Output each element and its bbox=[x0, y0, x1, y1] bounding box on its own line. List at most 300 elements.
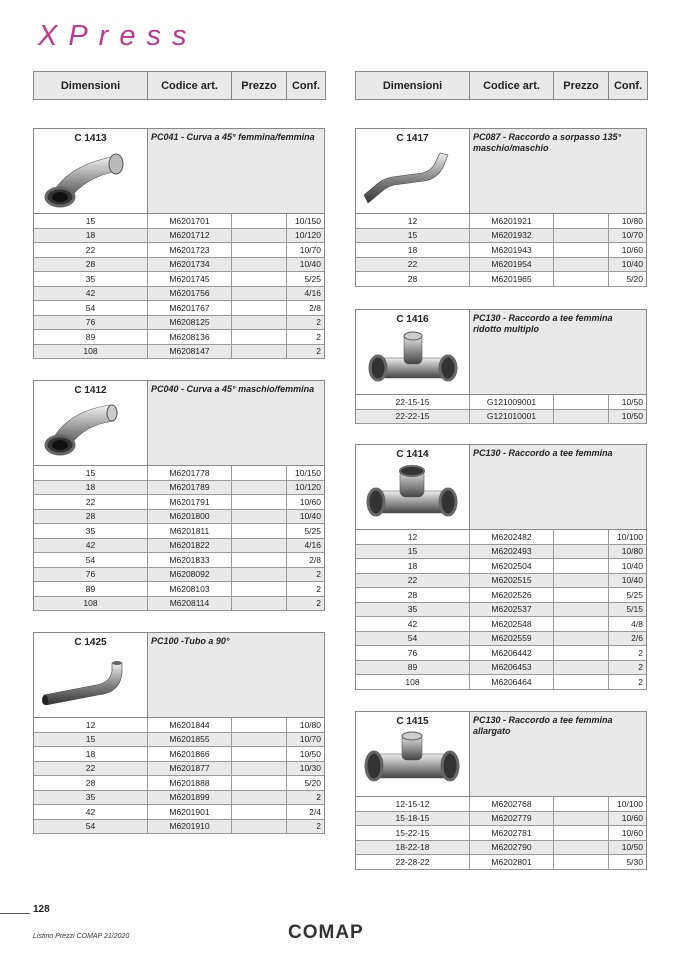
conf-cell: 10/150 bbox=[295, 215, 321, 226]
article-code-cell: M6202548 bbox=[470, 617, 554, 631]
product-desc: PC040 - Curva a 45° maschio/femmina bbox=[148, 381, 324, 465]
table-row bbox=[356, 530, 646, 545]
conf-cell: 2 bbox=[316, 583, 321, 594]
dimension-cell: 28 bbox=[34, 510, 148, 524]
conf-cell: 10/120 bbox=[295, 230, 321, 241]
table-row bbox=[34, 316, 324, 331]
article-code-cell: M6201954 bbox=[470, 258, 554, 272]
elbow-45-ff-icon bbox=[40, 147, 140, 211]
price-cell bbox=[554, 545, 609, 559]
tee-female-icon bbox=[362, 463, 462, 527]
price-cell bbox=[554, 574, 609, 588]
table-row bbox=[356, 395, 646, 410]
article-code-cell: M6201767 bbox=[148, 301, 232, 315]
article-code-cell: M6202768 bbox=[470, 797, 554, 811]
article-code-cell: M6202493 bbox=[470, 545, 554, 559]
table-row bbox=[34, 568, 324, 583]
dimension-cell: 18 bbox=[34, 481, 148, 495]
product-block-c1413 bbox=[33, 128, 325, 359]
product-block-c1414 bbox=[355, 444, 647, 690]
article-code-cell: M6201791 bbox=[148, 495, 232, 509]
table-row bbox=[356, 826, 646, 841]
header-conf: Conf. bbox=[613, 79, 643, 92]
article-code-cell: M6201822 bbox=[148, 539, 232, 553]
price-cell bbox=[554, 530, 609, 544]
table-row bbox=[356, 617, 646, 632]
dimension-cell: 18 bbox=[34, 229, 148, 243]
article-code-cell: M6206442 bbox=[470, 646, 554, 660]
dimension-cell: 12 bbox=[356, 214, 470, 228]
product-desc: PC130 - Raccordo a tee femmina allargato bbox=[470, 712, 646, 796]
tee-enlarged-icon bbox=[362, 730, 462, 794]
table-row bbox=[34, 214, 324, 229]
article-code-cell: G121009001 bbox=[470, 395, 554, 409]
conf-cell: 10/60 bbox=[621, 827, 643, 838]
table-row bbox=[356, 272, 646, 287]
table-row bbox=[34, 272, 324, 287]
table-row bbox=[34, 791, 324, 806]
table-row bbox=[34, 524, 324, 539]
conf-cell: 10/40 bbox=[299, 259, 321, 270]
article-code-cell: M6202504 bbox=[470, 559, 554, 573]
table-row bbox=[356, 258, 646, 273]
conf-cell: 2 bbox=[316, 821, 321, 832]
comap-logo: COMAP bbox=[288, 922, 364, 943]
table-row bbox=[356, 545, 646, 560]
price-cell bbox=[232, 243, 287, 257]
table-row bbox=[356, 632, 646, 647]
price-cell bbox=[232, 820, 287, 834]
dimension-cell: 54 bbox=[34, 820, 148, 834]
price-cell bbox=[232, 229, 287, 243]
dimension-cell: 28 bbox=[34, 258, 148, 272]
page-rule bbox=[0, 913, 30, 914]
article-code-cell: M6201866 bbox=[148, 747, 232, 761]
dimension-cell: 54 bbox=[34, 553, 148, 567]
price-cell bbox=[232, 568, 287, 582]
conf-cell: 5/20 bbox=[626, 273, 643, 284]
price-cell bbox=[232, 287, 287, 301]
table-row bbox=[34, 301, 324, 316]
conf-cell: 5/15 bbox=[626, 604, 643, 615]
article-code-cell: M6202779 bbox=[470, 812, 554, 826]
price-cell bbox=[554, 797, 609, 811]
table-row bbox=[34, 747, 324, 762]
price-cell bbox=[554, 646, 609, 660]
conf-cell: 10/70 bbox=[621, 230, 643, 241]
conf-cell: 10/100 bbox=[617, 798, 643, 809]
dimension-cell: 28 bbox=[356, 588, 470, 602]
article-code-cell: M6208092 bbox=[148, 568, 232, 582]
product-rows bbox=[355, 214, 647, 287]
article-code-cell: M6208114 bbox=[148, 597, 232, 611]
price-cell bbox=[232, 466, 287, 480]
price-cell bbox=[554, 272, 609, 286]
price-cell bbox=[232, 776, 287, 790]
article-code-cell: M6201932 bbox=[470, 229, 554, 243]
dimension-cell: 28 bbox=[356, 272, 470, 286]
article-code-cell: M6201965 bbox=[470, 272, 554, 286]
price-cell bbox=[554, 675, 609, 689]
price-cell bbox=[232, 345, 287, 359]
article-code-cell: M6201723 bbox=[148, 243, 232, 257]
dimension-cell: 15 bbox=[34, 214, 148, 228]
dimension-cell: 89 bbox=[356, 661, 470, 675]
conf-cell: 10/70 bbox=[299, 244, 321, 255]
table-row bbox=[356, 214, 646, 229]
price-cell bbox=[232, 330, 287, 344]
header-codice: Codice art. bbox=[470, 72, 554, 99]
product-code: C 1416 bbox=[396, 314, 429, 325]
article-code-cell: M6201778 bbox=[148, 466, 232, 480]
elbow-45-mf-icon bbox=[40, 399, 140, 463]
conf-cell: 4/16 bbox=[304, 288, 321, 299]
price-cell bbox=[554, 661, 609, 675]
product-desc: PC087 - Raccordo a sorpasso 135° maschio/maschio bbox=[470, 129, 646, 213]
dimension-cell: 18 bbox=[356, 559, 470, 573]
conf-cell: 10/40 bbox=[621, 259, 643, 270]
product-rows bbox=[33, 466, 325, 611]
dimension-cell: 42 bbox=[34, 805, 148, 819]
product-desc: PC100 -Tubo a 90° bbox=[148, 633, 324, 717]
article-code-cell: M6206453 bbox=[470, 661, 554, 675]
dimension-cell: 12-15-12 bbox=[356, 797, 470, 811]
price-cell bbox=[232, 597, 287, 611]
dimension-cell: 35 bbox=[34, 272, 148, 286]
dimension-cell: 22-28-22 bbox=[356, 855, 470, 869]
article-code-cell: M6202781 bbox=[470, 826, 554, 840]
product-rows bbox=[355, 530, 647, 690]
article-code-cell: M6208147 bbox=[148, 345, 232, 359]
header-codice: Codice art. bbox=[148, 72, 232, 99]
product-desc: PC130 - Raccordo a tee femmina ridotto multiplo bbox=[470, 310, 646, 394]
dimension-cell: 15 bbox=[356, 229, 470, 243]
dimension-cell: 76 bbox=[34, 568, 148, 582]
conf-cell: 10/30 bbox=[299, 763, 321, 774]
conf-cell: 10/60 bbox=[299, 496, 321, 507]
price-cell bbox=[554, 243, 609, 257]
conf-cell: 10/150 bbox=[295, 467, 321, 478]
article-code-cell: M6201899 bbox=[148, 791, 232, 805]
table-row bbox=[34, 597, 324, 612]
product-rows bbox=[33, 718, 325, 834]
price-cell bbox=[554, 603, 609, 617]
article-code-cell: M6208125 bbox=[148, 316, 232, 330]
table-header-left bbox=[33, 71, 326, 100]
footer-text: Listino Prezzi COMAP 21/2020 bbox=[33, 933, 130, 940]
conf-cell: 10/80 bbox=[621, 546, 643, 557]
price-cell bbox=[232, 762, 287, 776]
dimension-cell: 15-18-15 bbox=[356, 812, 470, 826]
table-row bbox=[34, 820, 324, 835]
product-block-c1412 bbox=[33, 380, 325, 611]
article-code-cell: M6202559 bbox=[470, 632, 554, 646]
dimension-cell: 15 bbox=[34, 466, 148, 480]
conf-cell: 2 bbox=[316, 346, 321, 357]
conf-cell: 4/8 bbox=[631, 618, 643, 629]
product-code: C 1425 bbox=[74, 637, 107, 648]
conf-cell: 10/40 bbox=[299, 511, 321, 522]
table-row bbox=[356, 588, 646, 603]
article-code-cell: M6206464 bbox=[470, 675, 554, 689]
price-cell bbox=[554, 632, 609, 646]
article-code-cell: M6201789 bbox=[148, 481, 232, 495]
conf-cell: 2/4 bbox=[309, 806, 321, 817]
price-cell bbox=[554, 258, 609, 272]
product-code: C 1412 bbox=[74, 385, 107, 396]
article-code-cell: M6202801 bbox=[470, 855, 554, 869]
price-cell bbox=[232, 539, 287, 553]
dimension-cell: 108 bbox=[34, 345, 148, 359]
conf-cell: 10/40 bbox=[621, 560, 643, 571]
dimension-cell: 18-22-18 bbox=[356, 841, 470, 855]
article-code-cell: M6208103 bbox=[148, 582, 232, 596]
article-code-cell: M6201756 bbox=[148, 287, 232, 301]
dimension-cell: 18 bbox=[34, 747, 148, 761]
price-cell bbox=[232, 718, 287, 732]
table-row bbox=[34, 243, 324, 258]
header-prezzo: Prezzo bbox=[232, 72, 287, 99]
conf-cell: 2 bbox=[638, 662, 643, 673]
table-row bbox=[34, 481, 324, 496]
dimension-cell: 89 bbox=[34, 330, 148, 344]
conf-cell: 10/80 bbox=[299, 719, 321, 730]
article-code-cell: M6201901 bbox=[148, 805, 232, 819]
dimension-cell: 22 bbox=[34, 495, 148, 509]
header-dimensioni: Dimensioni bbox=[356, 72, 470, 99]
price-cell bbox=[232, 214, 287, 228]
conf-cell: 10/80 bbox=[621, 215, 643, 226]
product-rows bbox=[355, 797, 647, 870]
table-row bbox=[356, 661, 646, 676]
conf-cell: 2 bbox=[316, 598, 321, 609]
conf-cell: 5/30 bbox=[626, 856, 643, 867]
conf-cell: 10/40 bbox=[621, 575, 643, 586]
dimension-cell: 22 bbox=[34, 243, 148, 257]
product-block-c1416 bbox=[355, 309, 647, 424]
conf-cell: 5/25 bbox=[304, 525, 321, 536]
article-code-cell: M6208136 bbox=[148, 330, 232, 344]
dimension-cell: 42 bbox=[34, 287, 148, 301]
dimension-cell: 15 bbox=[34, 733, 148, 747]
dimension-cell: 12 bbox=[356, 530, 470, 544]
table-row bbox=[356, 812, 646, 827]
table-row bbox=[34, 229, 324, 244]
product-block-c1425 bbox=[33, 632, 325, 834]
article-code-cell: M6201943 bbox=[470, 243, 554, 257]
dimension-cell: 22-22-15 bbox=[356, 410, 470, 424]
article-code-cell: M6201910 bbox=[148, 820, 232, 834]
price-cell bbox=[554, 214, 609, 228]
article-code-cell: M6201745 bbox=[148, 272, 232, 286]
brand-title: XPress bbox=[38, 20, 198, 52]
article-code-cell: M6201877 bbox=[148, 762, 232, 776]
dimension-cell: 22 bbox=[356, 574, 470, 588]
conf-cell: 10/50 bbox=[621, 396, 643, 407]
article-code-cell: M6201833 bbox=[148, 553, 232, 567]
table-row bbox=[356, 243, 646, 258]
conf-cell: 2/8 bbox=[309, 302, 321, 313]
table-header-right bbox=[355, 71, 648, 100]
table-row bbox=[356, 675, 646, 690]
dimension-cell: 89 bbox=[34, 582, 148, 596]
table-row bbox=[356, 646, 646, 661]
product-block-c1417 bbox=[355, 128, 647, 287]
header-dimensioni: Dimensioni bbox=[34, 72, 148, 99]
article-code-cell: M6202537 bbox=[470, 603, 554, 617]
price-cell bbox=[232, 553, 287, 567]
dimension-cell: 76 bbox=[356, 646, 470, 660]
dimension-cell: 15 bbox=[356, 545, 470, 559]
header-prezzo: Prezzo bbox=[554, 72, 609, 99]
article-code-cell: M6202515 bbox=[470, 574, 554, 588]
conf-cell: 2 bbox=[316, 331, 321, 342]
dimension-cell: 76 bbox=[34, 316, 148, 330]
table-row bbox=[34, 733, 324, 748]
dimension-cell: 35 bbox=[356, 603, 470, 617]
dimension-cell: 28 bbox=[34, 776, 148, 790]
product-code: C 1413 bbox=[74, 133, 107, 144]
product-rows bbox=[355, 395, 647, 424]
dimension-cell: 22 bbox=[34, 762, 148, 776]
dimension-cell: 42 bbox=[34, 539, 148, 553]
dimension-cell: 12 bbox=[34, 718, 148, 732]
article-code-cell: M6201734 bbox=[148, 258, 232, 272]
article-code-cell: M6202790 bbox=[470, 841, 554, 855]
article-code-cell: M6201701 bbox=[148, 214, 232, 228]
conf-cell: 2/6 bbox=[631, 633, 643, 644]
header-conf: Conf. bbox=[291, 79, 321, 92]
table-row bbox=[356, 797, 646, 812]
conf-cell: 2 bbox=[638, 676, 643, 687]
price-cell bbox=[232, 582, 287, 596]
table-row bbox=[34, 553, 324, 568]
article-code-cell: M6201800 bbox=[148, 510, 232, 524]
conf-cell: 2 bbox=[316, 317, 321, 328]
product-desc: PC041 - Curva a 45° femmina/femmina bbox=[148, 129, 324, 213]
price-cell bbox=[232, 747, 287, 761]
table-row bbox=[34, 510, 324, 525]
table-row bbox=[34, 287, 324, 302]
dimension-cell: 42 bbox=[356, 617, 470, 631]
conf-cell: 2/8 bbox=[309, 554, 321, 565]
table-row bbox=[34, 776, 324, 791]
dimension-cell: 54 bbox=[34, 301, 148, 315]
price-cell bbox=[554, 229, 609, 243]
dimension-cell: 35 bbox=[34, 791, 148, 805]
conf-cell: 10/100 bbox=[617, 531, 643, 542]
dimension-cell: 54 bbox=[356, 632, 470, 646]
table-row bbox=[356, 603, 646, 618]
table-row bbox=[34, 539, 324, 554]
table-row bbox=[34, 762, 324, 777]
product-code: C 1415 bbox=[396, 716, 429, 727]
article-code-cell: M6201855 bbox=[148, 733, 232, 747]
conf-cell: 10/60 bbox=[621, 244, 643, 255]
article-code-cell: M6201844 bbox=[148, 718, 232, 732]
price-cell bbox=[554, 588, 609, 602]
conf-cell: 5/25 bbox=[626, 589, 643, 600]
table-row bbox=[356, 855, 646, 870]
product-code: C 1417 bbox=[396, 133, 429, 144]
price-cell bbox=[232, 272, 287, 286]
price-cell bbox=[232, 791, 287, 805]
conf-cell: 2 bbox=[316, 792, 321, 803]
table-row bbox=[356, 841, 646, 856]
price-cell bbox=[554, 395, 609, 409]
dimension-cell: 108 bbox=[34, 597, 148, 611]
price-cell bbox=[554, 559, 609, 573]
article-code-cell: M6201712 bbox=[148, 229, 232, 243]
price-cell bbox=[554, 826, 609, 840]
dimension-cell: 15-22-15 bbox=[356, 826, 470, 840]
price-cell bbox=[232, 495, 287, 509]
conf-cell: 10/50 bbox=[621, 411, 643, 422]
article-code-cell: G121010001 bbox=[470, 410, 554, 424]
price-cell bbox=[554, 410, 609, 424]
conf-cell: 2 bbox=[638, 647, 643, 658]
conf-cell: 5/20 bbox=[304, 777, 321, 788]
table-row bbox=[34, 805, 324, 820]
article-code-cell: M6201921 bbox=[470, 214, 554, 228]
table-row bbox=[34, 330, 324, 345]
price-cell bbox=[554, 841, 609, 855]
table-row bbox=[34, 345, 324, 360]
table-row bbox=[356, 410, 646, 425]
dimension-cell: 35 bbox=[34, 524, 148, 538]
article-code-cell: M6202482 bbox=[470, 530, 554, 544]
conf-cell: 5/25 bbox=[304, 273, 321, 284]
price-cell bbox=[232, 510, 287, 524]
conf-cell: 10/120 bbox=[295, 482, 321, 493]
conf-cell: 10/50 bbox=[299, 748, 321, 759]
dimension-cell: 22 bbox=[356, 258, 470, 272]
conf-cell: 4/16 bbox=[304, 540, 321, 551]
page-number: 128 bbox=[33, 904, 50, 915]
tee-reduced-icon bbox=[362, 328, 462, 392]
price-cell bbox=[232, 524, 287, 538]
product-code: C 1414 bbox=[396, 449, 429, 460]
price-cell bbox=[232, 316, 287, 330]
price-cell bbox=[554, 617, 609, 631]
price-cell bbox=[554, 855, 609, 869]
table-row bbox=[34, 495, 324, 510]
table-row bbox=[34, 466, 324, 481]
price-cell bbox=[232, 258, 287, 272]
product-rows bbox=[33, 214, 325, 359]
dimension-cell: 108 bbox=[356, 675, 470, 689]
conf-cell: 10/50 bbox=[621, 842, 643, 853]
price-cell bbox=[232, 733, 287, 747]
table-row bbox=[356, 559, 646, 574]
price-cell bbox=[232, 805, 287, 819]
conf-cell: 2 bbox=[316, 569, 321, 580]
price-cell bbox=[232, 301, 287, 315]
conf-cell: 10/70 bbox=[299, 734, 321, 745]
table-row bbox=[356, 574, 646, 589]
product-desc: PC130 - Raccordo a tee femmina bbox=[470, 445, 646, 529]
product-block-c1415 bbox=[355, 711, 647, 870]
article-code-cell: M6202526 bbox=[470, 588, 554, 602]
dimension-cell: 18 bbox=[356, 243, 470, 257]
table-row bbox=[34, 718, 324, 733]
price-cell bbox=[554, 812, 609, 826]
table-row bbox=[356, 229, 646, 244]
article-code-cell: M6201811 bbox=[148, 524, 232, 538]
conf-cell: 10/60 bbox=[621, 813, 643, 824]
tube-90-icon bbox=[40, 651, 140, 715]
price-cell bbox=[232, 481, 287, 495]
